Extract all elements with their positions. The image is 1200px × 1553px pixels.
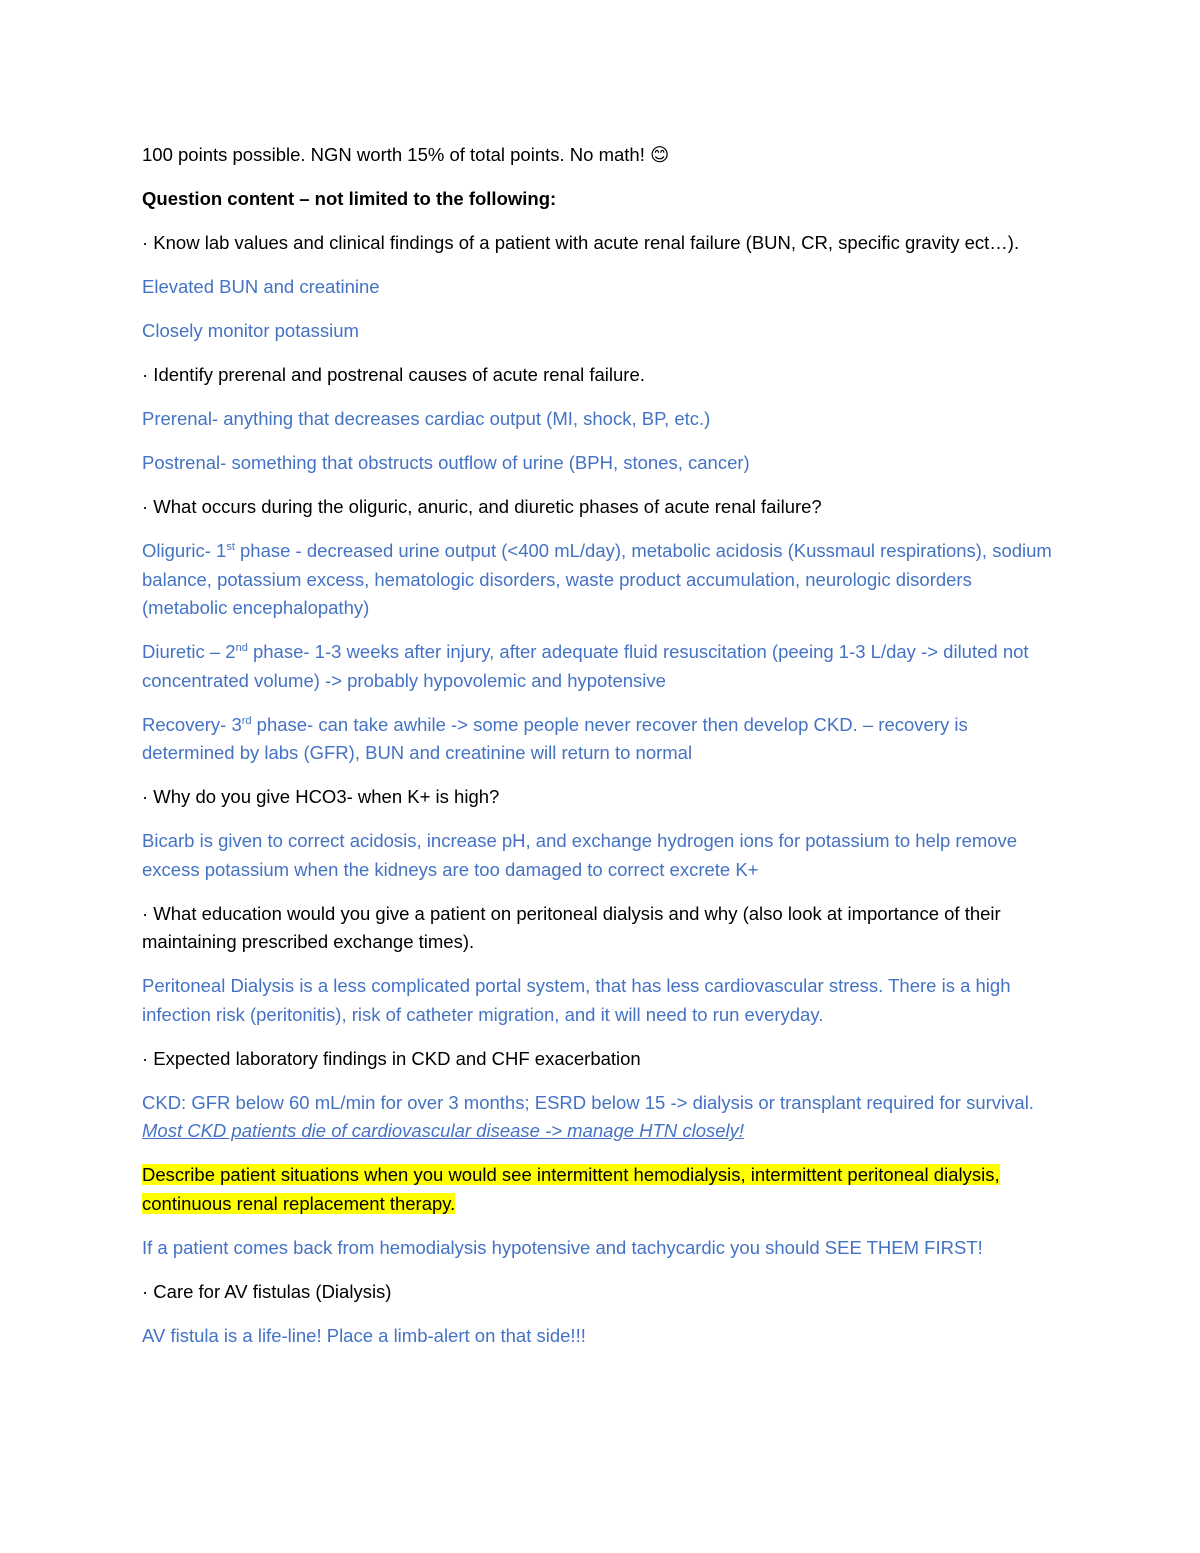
highlighted-text: Describe patient situations when you would see intermittent hemodialysis, intermittent peritoneal dialysis, continuous renal replacement therapy. [142, 1164, 1000, 1214]
phase-text: phase - decreased urine output (<400 mL/day), metabolic acidosis (Kussmaul respirations), sodium balance, potassium excess, hematologic disorders, waste product accumulation, neurologic disorders (metabolic encephalopathy) [142, 540, 1052, 618]
intro-line: 100 points possible. NGN worth 15% of total points. No math! 😊 [142, 144, 670, 165]
answer-diuretic-phase [142, 638, 1062, 695]
question-phases: · What occurs during the oliguric, anuric, and diuretic phases of acute renal failure? [142, 496, 822, 517]
answer-bicarb: Bicarb is given to correct acidosis, increase pH, and exchange hydrogen ions for potassium to help remove excess potassium when the kidneys are too damaged to correct excrete K+ [142, 830, 1018, 880]
phase-label: Oliguric- 1 [142, 540, 227, 561]
answer-peritoneal-dialysis: Peritoneal Dialysis is a less complicated portal system, that has less cardiovascular stress. There is a high infection risk (peritonitis), risk of catheter migration, and it will need to run everyday. [142, 975, 1011, 1025]
question-peritoneal-education: · What education would you give a patient on peritoneal dialysis and why (also look at importance of their maintaining prescribed exchange times). [142, 902, 1001, 952]
ordinal-suffix: nd [235, 641, 248, 654]
ordinal-suffix: rd [241, 714, 252, 727]
ckd-text: CKD: GFR below 60 mL/min for over 3 months; ESRD below 15 -> dialysis or transplant required for survival. [142, 1091, 1034, 1113]
question-lab-values: · Know lab values and clinical findings of a patient with acute renal failure (BUN, CR, specific gravity ect…). [142, 232, 1020, 253]
answer-ckd [142, 1089, 1062, 1146]
question-av-fistula: · Care for AV fistulas (Dialysis) [142, 1280, 392, 1302]
section-heading: Question content – not limited to the following: [142, 188, 557, 209]
ckd-emphasis-text: Most CKD patients die of cardiovascular disease -> manage HTN closely! [142, 1120, 745, 1141]
answer-monitor-potassium: Closely monitor potassium [142, 320, 359, 341]
answer-recovery-phase [142, 711, 1062, 768]
answer-elevated-bun: Elevated BUN and creatinine [142, 276, 380, 297]
answer-oliguric-phase [142, 537, 1062, 623]
answer-see-them-first: If a patient comes back from hemodialysis hypotensive and tachycardic you should SEE THEM FIRST! [142, 1236, 983, 1258]
question-dialysis-situations [142, 1161, 1062, 1218]
phase-text: phase- 1-3 weeks after injury, after adequate fluid resuscitation (peeing 1-3 L/day -> diluted not concentrated volume) -> probably hypovolemic and hypotensive [142, 641, 1029, 691]
question-ckd-chf-labs: · Expected laboratory findings in CKD and CHF exacerbation [142, 1047, 641, 1069]
question-prerenal-postrenal: · Identify prerenal and postrenal causes of acute renal failure. [142, 364, 645, 385]
phase-text: phase- can take awhile -> some people never recover then develop CKD. – recovery is determined by labs (GFR), BUN and creatinine will return to normal [142, 713, 968, 763]
answer-av-fistula: AV fistula is a life-line! Place a limb-alert on that side!!! [142, 1324, 586, 1346]
ordinal-suffix: st [226, 540, 235, 553]
phase-label: Recovery- 3 [142, 713, 242, 735]
answer-prerenal: Prerenal- anything that decreases cardiac output (MI, shock, BP, etc.) [142, 408, 711, 429]
question-hco3: · Why do you give HCO3- when K+ is high? [142, 786, 500, 807]
phase-label: Diuretic – 2 [142, 641, 236, 662]
answer-postrenal: Postrenal- something that obstructs outflow of urine (BPH, stones, cancer) [142, 452, 750, 473]
document-page [142, 141, 1062, 1366]
